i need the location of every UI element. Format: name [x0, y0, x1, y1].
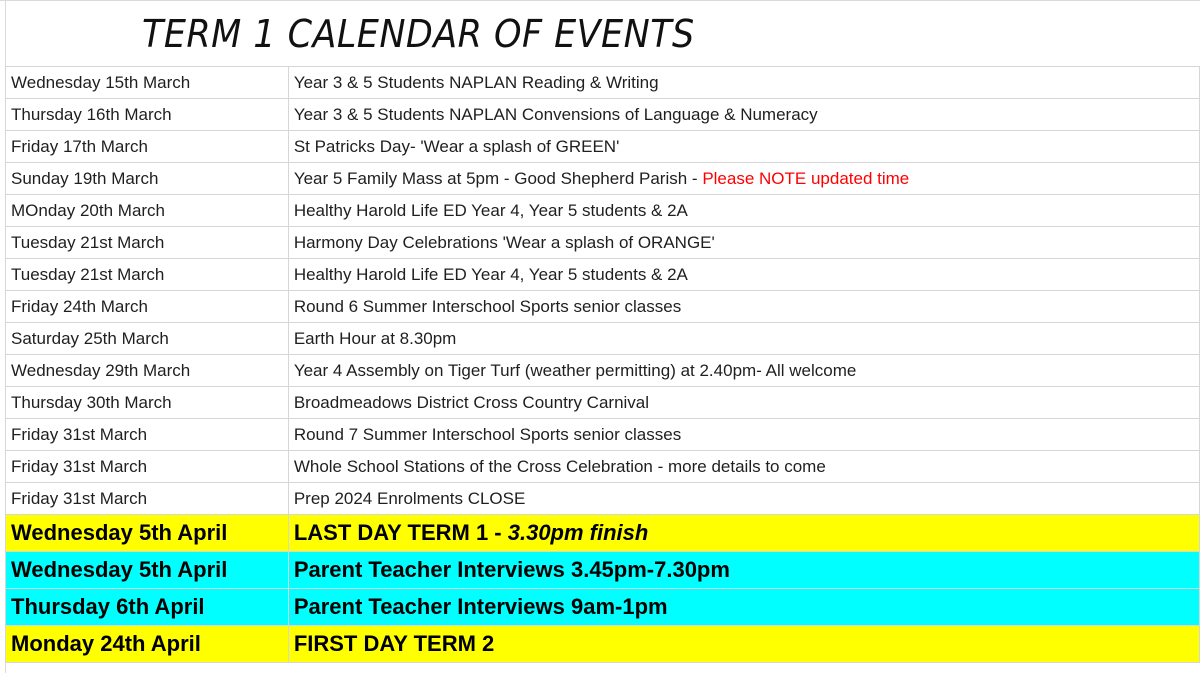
event-date[interactable]: Friday 31st March	[6, 483, 289, 515]
event-description[interactable]: Earth Hour at 8.30pm	[288, 323, 1199, 355]
table-row	[6, 195, 1200, 227]
table-row	[6, 291, 1200, 323]
table-row	[6, 99, 1200, 131]
highlight-date[interactable]: Wednesday 5th April	[6, 515, 289, 552]
event-date[interactable]: Thursday 16th March	[6, 99, 289, 131]
event-date[interactable]: Friday 17th March	[6, 131, 289, 163]
highlight-description[interactable]: FIRST DAY TERM 2	[288, 626, 1199, 663]
table-row	[6, 259, 1200, 291]
event-date[interactable]: Saturday 25th March	[6, 323, 289, 355]
event-description[interactable]: Year 4 Assembly on Tiger Turf (weather permitting) at 2.40pm- All welcome	[288, 355, 1199, 387]
events-table	[5, 66, 1200, 663]
table-row	[6, 67, 1200, 99]
event-description[interactable]: Year 3 & 5 Students NAPLAN Reading & Writing	[288, 67, 1199, 99]
event-description[interactable]: Harmony Day Celebrations 'Wear a splash of ORANGE'	[288, 227, 1199, 259]
table-row	[6, 323, 1200, 355]
highlight-date[interactable]: Wednesday 5th April	[6, 552, 289, 589]
table-row	[6, 451, 1200, 483]
event-date[interactable]: Tuesday 21st March	[6, 259, 289, 291]
event-description[interactable]: Healthy Harold Life ED Year 4, Year 5 students & 2A	[288, 259, 1199, 291]
event-description[interactable]: Year 3 & 5 Students NAPLAN Convensions of Language & Numeracy	[288, 99, 1199, 131]
event-description[interactable]: Round 7 Summer Interschool Sports senior classes	[288, 419, 1199, 451]
highlight-row	[6, 626, 1200, 663]
highlight-row	[6, 552, 1200, 589]
event-date[interactable]: MOnday 20th March	[6, 195, 289, 227]
page-title: TERM 1 CALENDAR OF EVENTS	[142, 12, 695, 56]
event-description[interactable]: Broadmeadows District Cross Country Carnival	[288, 387, 1199, 419]
highlight-row	[6, 515, 1200, 552]
highlight-description[interactable]: Parent Teacher Interviews 3.45pm-7.30pm	[288, 552, 1199, 589]
table-row	[6, 163, 1200, 195]
table-row	[6, 483, 1200, 515]
event-description[interactable]: Healthy Harold Life ED Year 4, Year 5 students & 2A	[288, 195, 1199, 227]
event-description[interactable]: Whole School Stations of the Cross Celebration - more details to come	[288, 451, 1199, 483]
highlight-description[interactable]	[288, 515, 1199, 552]
event-date[interactable]: Wednesday 29th March	[6, 355, 289, 387]
table-row	[6, 355, 1200, 387]
event-date[interactable]: Tuesday 21st March	[6, 227, 289, 259]
event-date[interactable]: Thursday 30th March	[6, 387, 289, 419]
table-row	[6, 387, 1200, 419]
title-row	[0, 0, 1200, 66]
event-date[interactable]: Sunday 19th March	[6, 163, 289, 195]
event-description[interactable]: Round 6 Summer Interschool Sports senior classes	[288, 291, 1199, 323]
highlight-date[interactable]: Monday 24th April	[6, 626, 289, 663]
event-date[interactable]: Wednesday 15th March	[6, 67, 289, 99]
event-date[interactable]: Friday 31st March	[6, 419, 289, 451]
highlight-description[interactable]: Parent Teacher Interviews 9am-1pm	[288, 589, 1199, 626]
table-row	[6, 131, 1200, 163]
event-description[interactable]: St Patricks Day- 'Wear a splash of GREEN'	[288, 131, 1199, 163]
highlight-text-italic: 3.30pm finish	[507, 520, 649, 545]
highlight-date[interactable]: Thursday 6th April	[6, 589, 289, 626]
event-description[interactable]: Prep 2024 Enrolments CLOSE	[288, 483, 1199, 515]
event-description[interactable]	[288, 163, 1199, 195]
event-date[interactable]: Friday 31st March	[6, 451, 289, 483]
table-row	[6, 419, 1200, 451]
event-date[interactable]: Friday 24th March	[6, 291, 289, 323]
highlight-text: LAST DAY TERM 1 -	[293, 520, 508, 545]
highlight-row	[6, 589, 1200, 626]
event-note: Please NOTE updated time	[702, 168, 910, 188]
event-text: Year 5 Family Mass at 5pm - Good Shepherd Parish -	[293, 168, 703, 188]
table-row	[6, 227, 1200, 259]
